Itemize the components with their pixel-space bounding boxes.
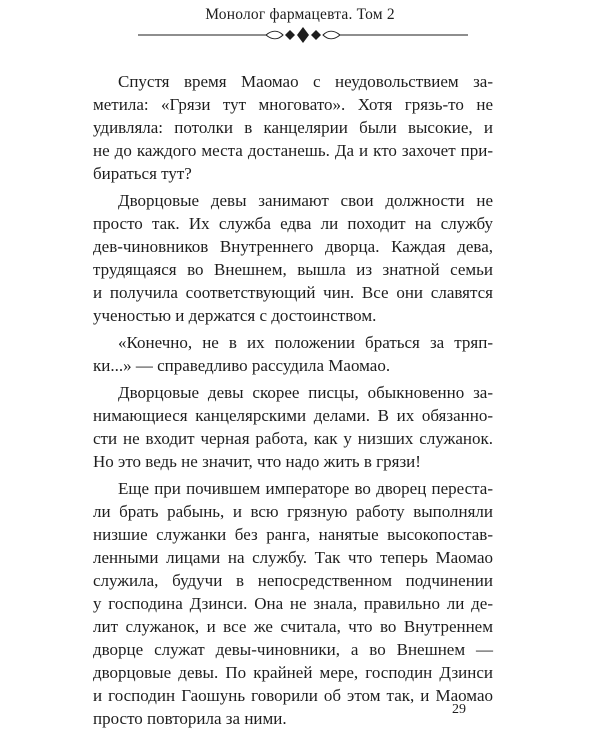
text-line: дев-чиновников Внутреннего дворца. Каждая дева, <box>93 237 493 256</box>
text-line: ки...» — справедливо рассудила Маомао. <box>93 356 391 375</box>
text-line: «Конечно, не в их положении браться за тряп- <box>118 333 493 352</box>
text-line: служила, будучи в непосредственном подчинении <box>93 571 493 590</box>
text-line: дворцовые девы. По крайней мере, господин Дзинси <box>93 663 493 682</box>
text-line: ленными лицами на службу. Так что теперь Маомао <box>93 548 493 567</box>
text-line: Дворцовые девы скорее писцы, обыкновенно за- <box>118 383 493 402</box>
paragraph <box>93 331 493 377</box>
text-line: Дворцовые девы занимают свои должности не <box>118 191 493 210</box>
fleuron-divider-icon <box>138 26 468 44</box>
text-line: не до каждого места достанешь. Да и кто захочет при- <box>93 141 493 160</box>
text-line: метила: «Грязи тут многовато». Хотя грязь-то не <box>93 95 493 114</box>
text-line: трудящаяся во Внешнем, вышла из знатной семьи <box>93 260 493 279</box>
paragraph <box>93 381 493 473</box>
paragraph <box>93 477 493 730</box>
text-line: бираться тут? <box>93 164 192 183</box>
text-line: Еще при почившем императоре во дворец переста- <box>118 479 493 498</box>
text-line: сти не входит черная работа, как у низших служанок. <box>93 429 493 448</box>
text-line: удивляла: потолки в канцелярии были высокие, и <box>93 118 493 137</box>
text-line: у господина Дзинси. Она не знала, правильно ли де- <box>93 594 493 613</box>
text-line: нимающиеся канцелярскими делами. В их обязанно- <box>93 406 493 425</box>
paragraph <box>93 189 493 327</box>
text-line: ученостью и держатся с достоинством. <box>93 306 377 325</box>
body-text <box>93 70 493 734</box>
text-line: лит служанок, и все же считала, что во Внутреннем <box>93 617 493 636</box>
paragraph <box>93 70 493 185</box>
text-line: низшие служанки без ранга, нанятые высокопостав- <box>93 525 493 544</box>
text-line: дворце служат девы-чиновники, а во Внешнем — <box>93 640 493 659</box>
text-line: и получила соответствующий чин. Все они славятся <box>93 283 493 302</box>
running-title: Монолог фармацевта. Том 2 <box>205 6 395 23</box>
text-line: Спустя время Маомао с неудовольствием за- <box>118 72 493 91</box>
page-number: 29 <box>452 702 466 717</box>
text-line: и господин Гаошунь говорили об этом так, и Маомао <box>93 686 493 705</box>
text-line: Но это ведь не значит, что надо жить в грязи! <box>93 452 421 471</box>
text-line: ли брать рабынь, и всю грязную работу выполняли <box>93 502 493 521</box>
text-line: просто повторила за ними. <box>93 709 287 728</box>
text-line: просто так. Их служба едва ли походит на службу <box>93 214 493 233</box>
